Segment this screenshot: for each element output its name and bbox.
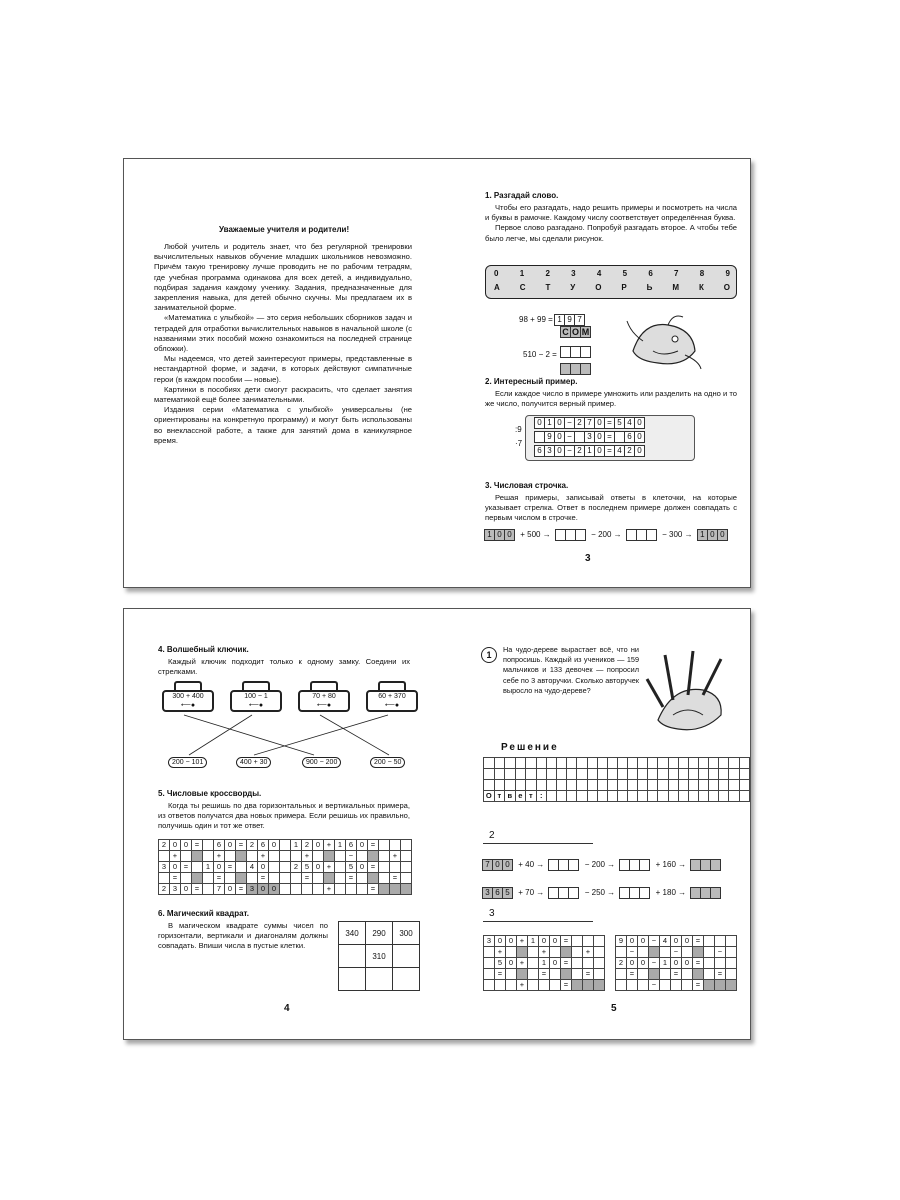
magic-cell: 340	[339, 922, 366, 945]
lock-expression: 300 + 400	[172, 693, 204, 700]
code-digit: 5	[622, 269, 628, 278]
task5-text	[158, 801, 410, 832]
code-letter: М	[672, 283, 679, 292]
task2-divide-label: :9	[515, 425, 522, 434]
solution-cell[interactable]	[699, 758, 709, 769]
code-digit: 4	[596, 269, 602, 278]
intro-text	[154, 242, 412, 446]
solution-cell[interactable]	[719, 758, 729, 769]
task5-title: 5. Числовые кроссворды.	[158, 789, 262, 798]
solution-cell[interactable]	[648, 791, 658, 802]
problem-number: 1	[481, 647, 497, 663]
chain-cell[interactable]	[646, 529, 657, 541]
example-cell: 0	[594, 445, 605, 457]
intro-paragraph: Мы надеемся, что детей заинтересуют примеры, представленные в нестандартной форме, и задачи, в которых действуют симпатичные герои (в каждом пособии — новые).	[154, 354, 412, 384]
magic-cell[interactable]	[366, 968, 393, 991]
solution-cell: т	[526, 791, 536, 802]
example-1	[519, 314, 585, 326]
solution-cell[interactable]	[587, 791, 597, 802]
solution-cell[interactable]	[668, 780, 678, 791]
chain-cell: 0	[494, 529, 505, 541]
solution-cell[interactable]	[494, 769, 504, 780]
page-number: 3	[585, 553, 591, 564]
example-cell: 0	[554, 445, 565, 457]
code-digit: 2	[545, 269, 550, 278]
example-2-cells	[561, 343, 591, 378]
solution-cell[interactable]	[515, 769, 526, 780]
intro-paragraph: «Математика с улыбкой» — это серия небольших сборников задач и тетрадей для отработки вычислительных навыков в начальной школе (с названиями этих пособий можно ознакомиться на последней странице обложки).	[154, 313, 412, 354]
solution-cell[interactable]	[729, 769, 739, 780]
example-cell: 0	[634, 417, 645, 429]
book-spread-top	[123, 158, 751, 588]
task4-paragraph: Каждый ключик подходит только к одному замку. Соедини их стрелками.	[158, 657, 410, 677]
page-number: 4	[284, 1003, 290, 1014]
catfish-illustration	[623, 311, 703, 371]
example-cell: 0	[634, 431, 645, 443]
page-4	[124, 609, 437, 1039]
magic-cell: 310	[366, 945, 393, 968]
magic-cell[interactable]	[339, 968, 366, 991]
solution-cell: в	[505, 791, 516, 802]
task1-title: 1. Разгадай слово.	[485, 191, 559, 200]
solution-cell[interactable]	[729, 791, 739, 802]
magic-cell: 290	[366, 922, 393, 945]
example-cell: 1	[544, 417, 555, 429]
solution-cell[interactable]	[709, 791, 719, 802]
solution-cell[interactable]	[577, 780, 587, 791]
solution-cell[interactable]	[607, 769, 617, 780]
task2-paragraph: Если каждое число в примере умножить или разделить на одно и то же число, получится верный пример.	[485, 389, 737, 409]
page-number: 5	[611, 1003, 617, 1014]
chain-cell: 1	[697, 529, 708, 541]
answer-cell: 9	[564, 314, 575, 326]
key[interactable]: 900 − 200	[302, 757, 341, 768]
task3-text	[485, 493, 737, 524]
solution-cell[interactable]	[557, 791, 567, 802]
lock-expression: 60 + 370	[378, 693, 406, 700]
solution-cell: т	[494, 791, 504, 802]
solution-cell[interactable]	[638, 769, 648, 780]
chain-operation: + 160 →	[655, 860, 687, 869]
pen-tree-illustration	[643, 645, 733, 735]
solution-cell[interactable]	[628, 791, 638, 802]
solution-cell[interactable]	[567, 769, 577, 780]
key[interactable]: 200 − 50	[370, 757, 405, 768]
solution-cell[interactable]	[678, 758, 688, 769]
solution-cell[interactable]	[638, 758, 648, 769]
solution-cell[interactable]	[658, 769, 668, 780]
solution-cell[interactable]	[536, 780, 546, 791]
solution-cell[interactable]	[709, 780, 719, 791]
magic-cell[interactable]	[393, 968, 420, 991]
solution-cell[interactable]	[515, 758, 526, 769]
chain-cell: 0	[502, 859, 513, 871]
answer-cell: 1	[554, 314, 565, 326]
divider	[483, 843, 593, 844]
solution-cell[interactable]	[617, 769, 627, 780]
code-letter: К	[698, 283, 704, 292]
solution-cell[interactable]	[494, 780, 504, 791]
chain-operation: + 500 →	[520, 530, 551, 539]
code-digit: 7	[674, 269, 679, 278]
chain-cell[interactable]	[575, 529, 586, 541]
chain-operation: + 40 →	[518, 860, 545, 869]
solution-cell[interactable]	[688, 791, 698, 802]
chain-cell: 1	[484, 529, 495, 541]
solution-cell[interactable]	[546, 780, 556, 791]
example-cell: 9	[544, 431, 555, 443]
chain-operation: − 250 →	[584, 888, 616, 897]
code-digit: 0	[494, 269, 499, 278]
chain-cell: 0	[504, 529, 515, 541]
problem-paragraph: На чудо-дереве вырастает всё, что ни попросишь. Каждый из учеников — 159 мальчиков и 133 девочек — попросил себе по 3 авторучки. Сколько авторучек выросло на чудо-дереве?	[503, 645, 639, 695]
chain-operation: − 200 →	[584, 860, 616, 869]
example-cell: 4	[624, 417, 635, 429]
lock: 100 − 1 ⟵●	[230, 681, 280, 711]
example-cell: 3	[544, 445, 555, 457]
lock-expression: 100 − 1	[244, 693, 268, 700]
solution-cell[interactable]	[567, 780, 577, 791]
solution-cell[interactable]	[536, 769, 546, 780]
solution-cell[interactable]	[658, 780, 668, 791]
task6-text	[158, 921, 328, 952]
code-letter: Ь	[646, 283, 653, 292]
task1-paragraph: Первое слово разгадано. Попробуй разгадать второе. А чтобы тебе было легче, мы сделали рисунок.	[485, 223, 737, 243]
code-letter: С	[519, 283, 526, 292]
solution-cell[interactable]	[648, 758, 658, 769]
solution-cell[interactable]	[597, 780, 607, 791]
chain-row-1	[483, 859, 721, 871]
task6-title: 6. Магический квадрат.	[158, 909, 249, 918]
letter-cell: М	[581, 327, 590, 337]
chain-row-2	[483, 887, 721, 899]
solution-cell[interactable]	[577, 791, 587, 802]
crossword-1[interactable]: 2 0 0 = 6 0 = 2 6 0 + + + 3 0 = 1 0 = 4 0 = = = 2 3 0 = 7 0 = 3 0 0	[158, 839, 291, 895]
answer-cell: 7	[574, 314, 585, 326]
solution-cell[interactable]	[597, 791, 607, 802]
example-cell: 0	[554, 431, 565, 443]
solution-cell[interactable]	[557, 769, 567, 780]
chain-cell: 0	[717, 529, 728, 541]
chain-cell[interactable]	[639, 859, 650, 871]
example-cell: 4	[614, 445, 625, 457]
solution-cell[interactable]	[739, 769, 749, 780]
solution-cell[interactable]	[678, 780, 688, 791]
magic-cell: 300	[393, 922, 420, 945]
solution-cell[interactable]	[648, 769, 658, 780]
page-5	[437, 609, 750, 1039]
code-digit: 8	[699, 269, 705, 278]
solution-cell[interactable]	[729, 780, 739, 791]
task5-paragraph: Когда ты решишь по два горизонтальных и вертикальных примера, из ответов получатся два новых примера. Если решишь их правильно, получишь один и тот же ответ.	[158, 801, 410, 831]
intro-title: Уважаемые учителя и родители!	[219, 225, 350, 234]
solution-cell[interactable]	[577, 758, 587, 769]
page-3	[437, 159, 750, 587]
chain-cell[interactable]	[639, 887, 650, 899]
code-letters	[494, 283, 730, 292]
example-cell: 0	[594, 431, 605, 443]
intro-page	[124, 159, 437, 587]
divider	[483, 921, 593, 922]
solution-cell[interactable]	[484, 780, 495, 791]
example-cell: 0	[554, 417, 565, 429]
solution-cell[interactable]	[688, 769, 698, 780]
solution-cell[interactable]	[709, 758, 719, 769]
solution-cell[interactable]	[577, 769, 587, 780]
answer-cell[interactable]	[580, 346, 591, 358]
solution-cell[interactable]	[515, 780, 526, 791]
solution-cell[interactable]	[617, 758, 627, 769]
chain-cell: 3	[482, 887, 493, 899]
task2-row-2	[535, 431, 645, 443]
chain-cell[interactable]	[568, 887, 579, 899]
crossword-3[interactable]: 3 0 0 + 1 0 0 = + + + 5 0 + 1 0 = = = = + =	[483, 935, 605, 991]
chain-cell[interactable]	[710, 887, 721, 899]
solution-cell[interactable]	[536, 758, 546, 769]
example-cell: 2	[624, 445, 635, 457]
key[interactable]: 400 + 30	[236, 757, 271, 768]
solution-cell[interactable]	[668, 791, 678, 802]
solution-cell[interactable]	[494, 758, 504, 769]
solution-cell: :	[536, 791, 546, 802]
task1-paragraph: Чтобы его разгадать, надо решить примеры и посмотреть на числа и буквы в рамочке. Каждому числу соответствует определённая буква.	[485, 203, 737, 223]
solution-cell[interactable]	[668, 769, 678, 780]
example-1-expression: 98 + 99 =	[519, 315, 553, 325]
intro-paragraph: Любой учитель и родитель знает, что без регулярной тренировки вычислительных навыков обучение младших школьников невозможно. Причём такую тренировку лучше проводить не по рабочим тетрадям, где учебная программа одинакова для всех детей, а индивидуально, подбирая задания каждому ученику. Задания, предназначенные для закрепления навыка, для детей обычно скучны. Мы предлагаем их в занимательной форме.	[154, 242, 412, 313]
task2-multiply-label: ·7	[515, 439, 523, 448]
solution-cell[interactable]	[607, 780, 617, 791]
solution-cell[interactable]	[648, 780, 658, 791]
solution-cell[interactable]	[484, 769, 495, 780]
solution-cell[interactable]	[638, 780, 648, 791]
solution-cell[interactable]	[719, 791, 729, 802]
solution-cell[interactable]	[557, 758, 567, 769]
chain-operation: + 70 →	[518, 888, 545, 897]
chain-cell[interactable]	[568, 859, 579, 871]
solution-cell[interactable]	[526, 769, 536, 780]
code-digit: 6	[648, 269, 653, 278]
example-cell: 2	[574, 417, 585, 429]
example-cell: 6	[624, 431, 635, 443]
intro-paragraph: Картинки в пособиях дети смогут раскрасить, что сделает занятия математикой ещё более занимательными.	[154, 384, 412, 405]
code-digit: 3	[571, 269, 576, 278]
solution-cell[interactable]	[484, 758, 495, 769]
solution-cell[interactable]	[699, 791, 709, 802]
solution-cell[interactable]	[557, 780, 567, 791]
solution-cell[interactable]	[546, 769, 556, 780]
example-cell: =	[604, 445, 615, 457]
example-cell: 0	[634, 445, 645, 457]
code-letter: О	[595, 283, 602, 292]
solution-cell[interactable]	[597, 758, 607, 769]
task1-text	[485, 203, 737, 244]
solution-cell[interactable]	[505, 758, 516, 769]
solution-cell[interactable]	[628, 769, 638, 780]
key[interactable]: 200 − 101	[168, 757, 207, 768]
code-letter: У	[570, 283, 576, 292]
solution-cell[interactable]	[688, 758, 698, 769]
solution-cell[interactable]	[546, 758, 556, 769]
task4-text	[158, 657, 410, 677]
task3-chain	[485, 529, 728, 541]
solution-cell: О	[484, 791, 495, 802]
lock: 70 + 80 ⟵●	[298, 681, 348, 711]
solution-cell[interactable]	[678, 791, 688, 802]
example-cell: 3	[584, 431, 595, 443]
lock: 300 + 400 ⟵●	[162, 681, 212, 711]
solution-cell[interactable]	[628, 758, 638, 769]
solution-cell[interactable]	[668, 758, 678, 769]
book-spread-bottom	[123, 608, 751, 1040]
magic-cell[interactable]	[339, 945, 366, 968]
example-cell: −	[564, 445, 575, 457]
solution-cell[interactable]	[739, 780, 749, 791]
example-cell: =	[604, 431, 615, 443]
example-cell: =	[604, 417, 615, 429]
solution-cell[interactable]	[709, 769, 719, 780]
code-digit: 1	[519, 269, 525, 278]
solution-grid[interactable]	[483, 757, 750, 802]
code-digit: 9	[725, 269, 730, 278]
solution-cell[interactable]	[546, 791, 556, 802]
task3-title: 3. Числовая строчка.	[485, 481, 569, 490]
task4-title: 4. Волшебный ключик.	[158, 645, 249, 654]
chain-cell: 7	[482, 859, 493, 871]
letter-cell: С	[560, 326, 571, 338]
lock-expression: 70 + 80	[312, 693, 336, 700]
task2-row-1	[535, 417, 645, 429]
example-cell: 6	[534, 445, 545, 457]
example-cell: 5	[614, 417, 625, 429]
solution-cell[interactable]	[617, 780, 627, 791]
solution-cell[interactable]	[597, 769, 607, 780]
code-letter: Т	[545, 283, 551, 292]
solution-cell[interactable]	[719, 769, 729, 780]
example-2	[523, 349, 557, 361]
example-cell: 2	[574, 445, 585, 457]
magic-square[interactable]	[338, 921, 420, 991]
solution-cell[interactable]	[587, 758, 597, 769]
task-number-2: 2	[489, 830, 495, 841]
task3-paragraph: Решая примеры, записывай ответы в клеточки, на которые указывает стрелка. Ответ в последнем примере должен совпадать с первым числом в строчке.	[485, 493, 737, 523]
solution-cell[interactable]	[719, 780, 729, 791]
solution-label: Решение	[501, 742, 559, 753]
code-table	[485, 265, 737, 299]
solution-cell[interactable]	[739, 758, 749, 769]
solution-cell[interactable]	[658, 758, 668, 769]
task2-row-3	[535, 445, 645, 457]
solution-cell[interactable]	[699, 769, 709, 780]
task6-paragraph: В магическом квадрате суммы чисел по горизонтали, вертикали и диагоналям должны совпадать. Впиши числа в пустые клетки.	[158, 921, 328, 951]
solution-cell[interactable]	[505, 769, 516, 780]
solution-cell[interactable]	[607, 758, 617, 769]
example-2-expression: 510 − 2 =	[523, 350, 557, 359]
solution-cell[interactable]	[567, 758, 577, 769]
chain-cell: 0	[492, 859, 503, 871]
example-1-word	[561, 326, 591, 338]
task-number-3: 3	[489, 908, 495, 919]
code-letter: А	[494, 283, 500, 292]
crossword-4[interactable]: 9 0 0 − 4 0 0 = − − − 2 0 0 − 1 0 0 = = = = − =	[615, 935, 737, 991]
code-letter: О	[723, 283, 730, 292]
solution-cell[interactable]	[638, 791, 648, 802]
chain-cell[interactable]	[710, 859, 721, 871]
chain-cell: 6	[492, 887, 503, 899]
chain-operation: − 200 →	[591, 530, 622, 539]
solution-cell[interactable]	[587, 780, 597, 791]
code-digits	[494, 269, 730, 278]
letter-cell[interactable]	[580, 363, 591, 375]
task2-text	[485, 389, 737, 409]
connection-lines	[164, 713, 414, 759]
example-cell: 0	[534, 417, 545, 429]
example-cell: −	[564, 417, 575, 429]
solution-cell[interactable]	[729, 758, 739, 769]
chain-operation: + 180 →	[655, 888, 687, 897]
solution-cell[interactable]	[617, 791, 627, 802]
example-cell: −	[564, 431, 575, 443]
solution-cell[interactable]	[688, 780, 698, 791]
chain-operation: − 300 →	[662, 530, 693, 539]
solution-cell[interactable]	[607, 791, 617, 802]
solution-cell[interactable]	[567, 791, 577, 802]
solution-cell[interactable]	[628, 780, 638, 791]
letter-cell: О	[571, 327, 579, 337]
magic-cell[interactable]	[393, 945, 420, 968]
solution-cell[interactable]	[526, 758, 536, 769]
solution-cell[interactable]	[587, 769, 597, 780]
lock: 60 + 370 ⟵●	[366, 681, 416, 711]
code-letter: Р	[621, 283, 627, 292]
task2-title: 2. Интересный пример.	[485, 377, 578, 386]
example-cell: 1	[584, 445, 595, 457]
example-cell: 7	[584, 417, 595, 429]
solution-cell[interactable]	[526, 780, 536, 791]
solution-cell[interactable]	[678, 769, 688, 780]
solution-cell[interactable]	[505, 780, 516, 791]
intro-paragraph: Издания серии «Математика с улыбкой» универсальны (не ориентированы на конкретную программу) и могут быть использованы во внеклассной работе, а также для занятий дома в каникулярное время.	[154, 405, 412, 445]
problem-text	[503, 645, 639, 696]
chain-cell: 5	[502, 887, 513, 899]
crossword-2[interactable]: 1 2 0 + 1 6 0 = + − + 2 5 0 + 5 0 = = = = + =	[290, 839, 412, 895]
solution-cell[interactable]	[658, 791, 668, 802]
chain-cell: 0	[707, 529, 718, 541]
solution-cell[interactable]	[699, 780, 709, 791]
solution-cell[interactable]	[739, 791, 749, 802]
example-cell: 0	[594, 417, 605, 429]
solution-cell: е	[515, 791, 526, 802]
